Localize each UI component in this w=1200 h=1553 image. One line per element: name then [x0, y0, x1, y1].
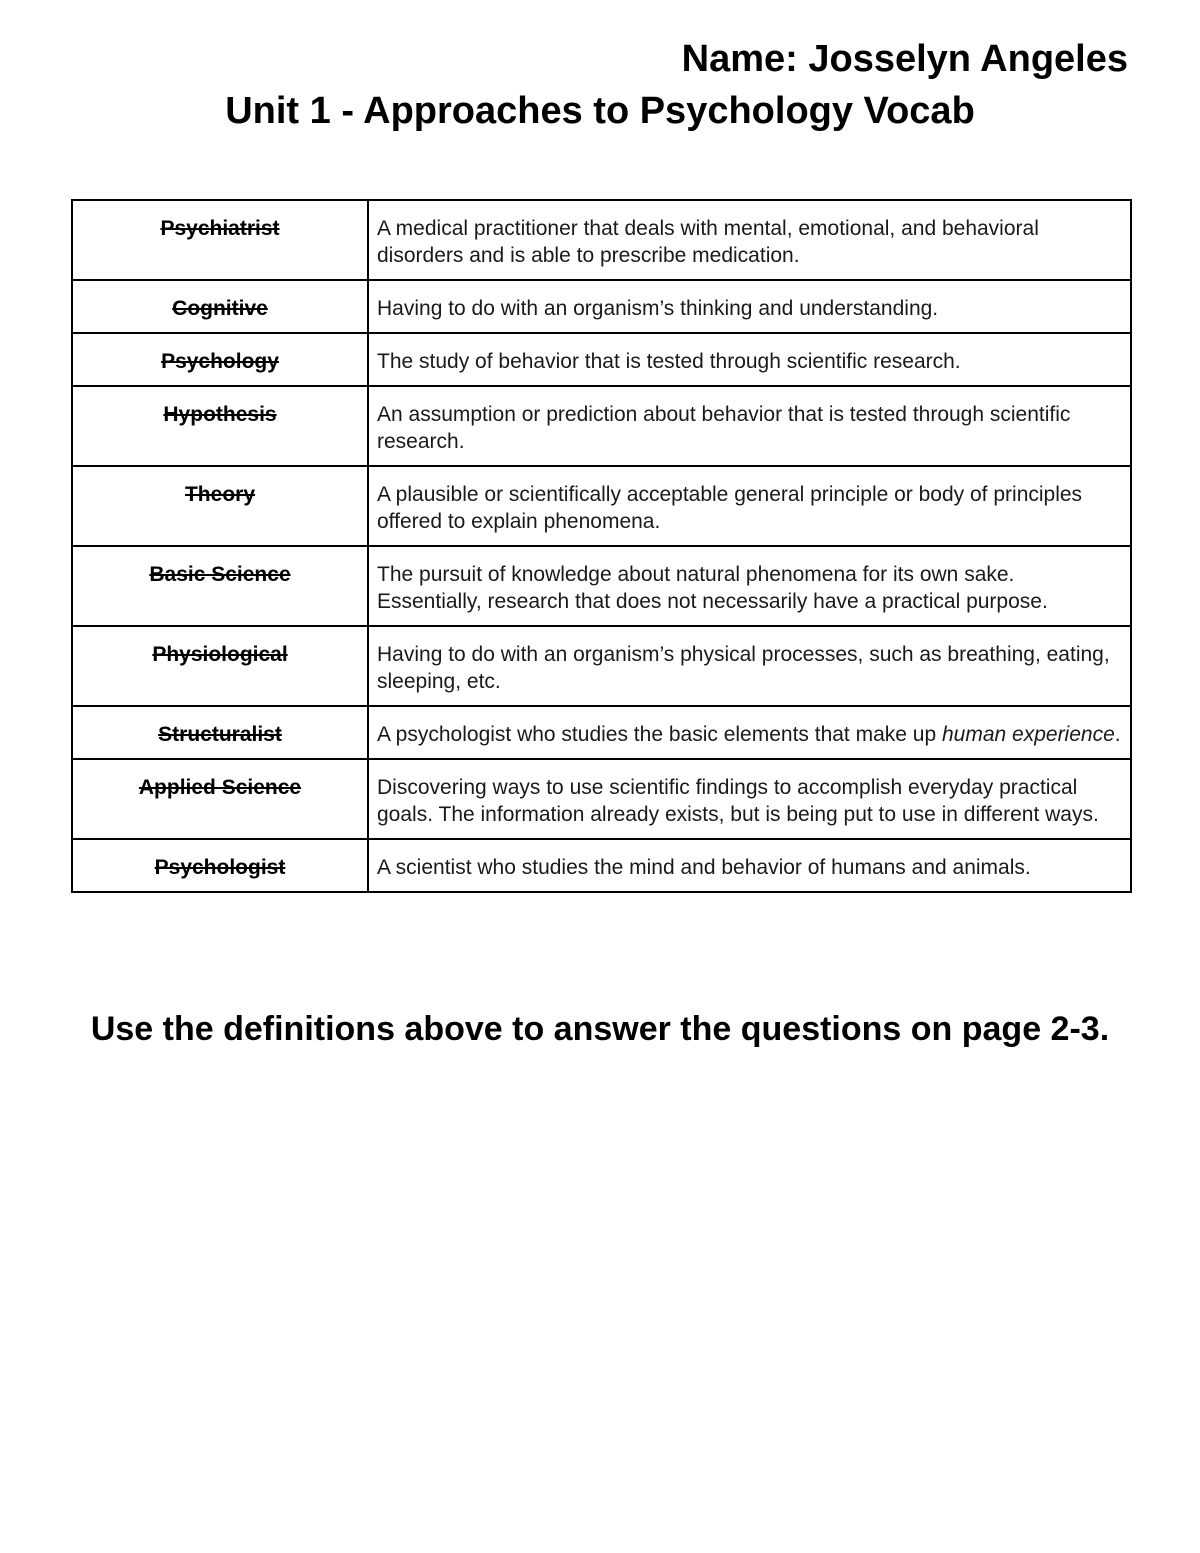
definition-cell: The study of behavior that is tested through scientific research.	[368, 333, 1131, 386]
term-cell: Psychologist	[72, 839, 368, 892]
definition-cell: Having to do with an organism’s thinking and understanding.	[368, 280, 1131, 333]
term-cell: Basic Science	[72, 546, 368, 626]
term-cell: Applied Science	[72, 759, 368, 839]
definition-cell: An assumption or prediction about behavior that is tested through scientific research.	[368, 386, 1131, 466]
definition-text: A psychologist who studies the basic elements that make up	[377, 723, 942, 746]
term-cell: Hypothesis	[72, 386, 368, 466]
page-title: Unit 1 - Approaches to Psychology Vocab	[225, 90, 975, 132]
term-cell: Cognitive	[72, 280, 368, 333]
definition-cell: Having to do with an organism’s physical processes, such as breathing, eating, sleeping, etc.	[368, 626, 1131, 706]
table-row	[72, 280, 1131, 333]
definition-emphasis: human experience	[941, 723, 1115, 746]
definition-cell: A scientist who studies the mind and behavior of humans and animals.	[368, 839, 1131, 892]
table-row	[72, 200, 1131, 280]
table-row	[72, 546, 1131, 626]
definition-cell	[368, 706, 1131, 759]
term-cell: Structuralist	[72, 706, 368, 759]
instructions-text: Use the definitions above to answer the questions on page 2-3.	[90, 1010, 1110, 1048]
term-cell: Psychiatrist	[72, 200, 368, 280]
term-cell: Psychology	[72, 333, 368, 386]
definition-punctuation: .	[1114, 723, 1121, 746]
term-cell: Theory	[72, 466, 368, 546]
table-row	[72, 706, 1131, 759]
definition-cell: The pursuit of knowledge about natural phenomena for its own sake. Essentially, research that does not necessarily have a practical purpose.	[368, 546, 1131, 626]
table-row	[72, 626, 1131, 706]
definition-cell: A medical practitioner that deals with mental, emotional, and behavioral disorders and is able to prescribe medication.	[368, 200, 1131, 280]
vocab-table	[71, 199, 1132, 893]
definition-cell: A plausible or scientifically acceptable general principle or body of principles offered to explain phenomena.	[368, 466, 1131, 546]
table-row	[72, 386, 1131, 466]
table-row	[72, 333, 1131, 386]
definition-cell: Discovering ways to use scientific findings to accomplish everyday practical goals. The information already exists, but is being put to use in different ways.	[368, 759, 1131, 839]
student-name: Name: Josselyn Angeles	[681, 38, 1128, 80]
table-row	[72, 759, 1131, 839]
table-row	[72, 466, 1131, 546]
table-row	[72, 839, 1131, 892]
term-cell: Physiological	[72, 626, 368, 706]
